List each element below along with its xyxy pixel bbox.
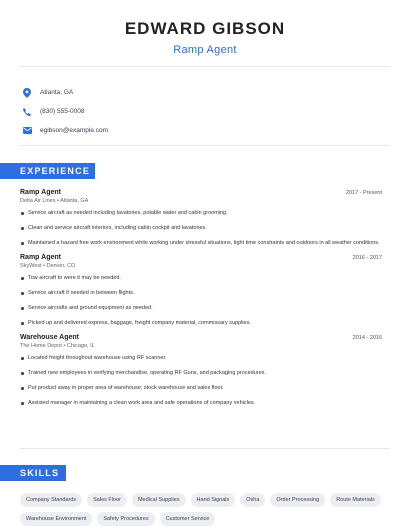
job-bullet: Service aircraft if needed in between flights. [20,289,382,297]
contact-location-text: Atlanta, GA [40,89,74,96]
contact-phone [22,102,108,121]
location-pin-icon [22,88,32,98]
job-bullet: Service aircrafts and ground equipment as needed. [20,304,382,312]
experience-item [20,334,382,407]
skill-chip: Osha [240,493,265,507]
skill-chip: Company Standards [20,493,82,507]
job-dates: 2016 - 2017 [352,255,382,261]
job-bullet: Put product away in proper area of warehouse; stock warehouse and sales floor. [20,384,382,392]
job-location: Denver, CO [46,263,76,269]
skills-section-heading: SKILLS [0,465,66,481]
job-bullets [20,209,382,247]
job-company: SkyWest [20,263,42,269]
skill-chip: Safety Procedures [97,512,154,526]
experience-item [20,254,382,327]
job-title: Ramp Agent [20,189,61,196]
job-dates: 2017 - Present [345,190,382,196]
contact-location [22,83,108,102]
skill-chip: Order Processing [270,493,325,507]
candidate-role: Ramp Agent [173,44,237,56]
resume-header [0,0,410,56]
contact-email-text: egibson@example.com [40,127,109,134]
job-company: The Home Depot [20,343,62,349]
skills-list [20,493,390,526]
contact-phone-text: (830) 555-0008 [40,108,85,115]
job-bullet: Picked up and delivered express, baggage, freight company material, commissary supplies. [20,319,382,327]
skill-chip: Warehouse Environment [20,512,92,526]
email-icon [22,126,32,136]
skill-chip: Hand Signals [191,493,236,507]
job-employer: SkyWest • Denver, CO [20,263,76,269]
job-bullet: Clean and service aircraft interiors, including cabin cockpit and lavatories. [20,224,382,232]
job-bullet: Service aircraft as needed including lavatories, potable water and cabin grooming. [20,209,382,217]
contact-email [22,121,108,140]
job-bullet: Tow aircraft to were it may be needed. [20,274,382,282]
skill-chip: Route Materials [330,493,381,507]
experience-section-heading: EXPERIENCE [0,163,95,179]
contact-divider [20,145,390,146]
job-bullets [20,354,382,407]
job-location: Atlanta, GA [60,198,89,204]
job-company: Delta Air Lines [20,198,56,204]
skill-chip: Sales Floor [87,493,127,507]
experience-item [20,189,382,247]
candidate-name: EDWARD GIBSON [124,19,286,38]
job-employer: Delta Air Lines • Atlanta, GA [20,198,89,204]
job-employer: The Home Depot • Chicago, IL [20,343,95,349]
job-dates: 2014 - 2016 [352,335,382,341]
header-divider [20,66,390,67]
job-title: Warehouse Agent [20,334,79,341]
job-title: Ramp Agent [20,254,61,261]
skill-chip: Medical Supplies [132,493,186,507]
job-bullets [20,274,382,327]
job-bullet: Maintained a hazard free work environment while working under stressful situations, tight time constraints and outdoors in all weather conditions. [20,239,382,247]
experience-list [20,189,382,414]
experience-divider [20,448,390,449]
job-bullet: Trained new employees in verifying merchandise, operating RF Guns, and packaging procedures. [20,369,382,377]
job-location: Chicago, IL [66,343,95,349]
skill-chip: Customer Service [160,512,216,526]
job-bullet: Located freight throughout warehouse using RF scanner. [20,354,382,362]
job-bullet: Assisted manager in maintaining a clean work area and safe operations of company vehicles. [20,399,382,407]
phone-icon [22,107,32,117]
contact-list [22,83,108,140]
